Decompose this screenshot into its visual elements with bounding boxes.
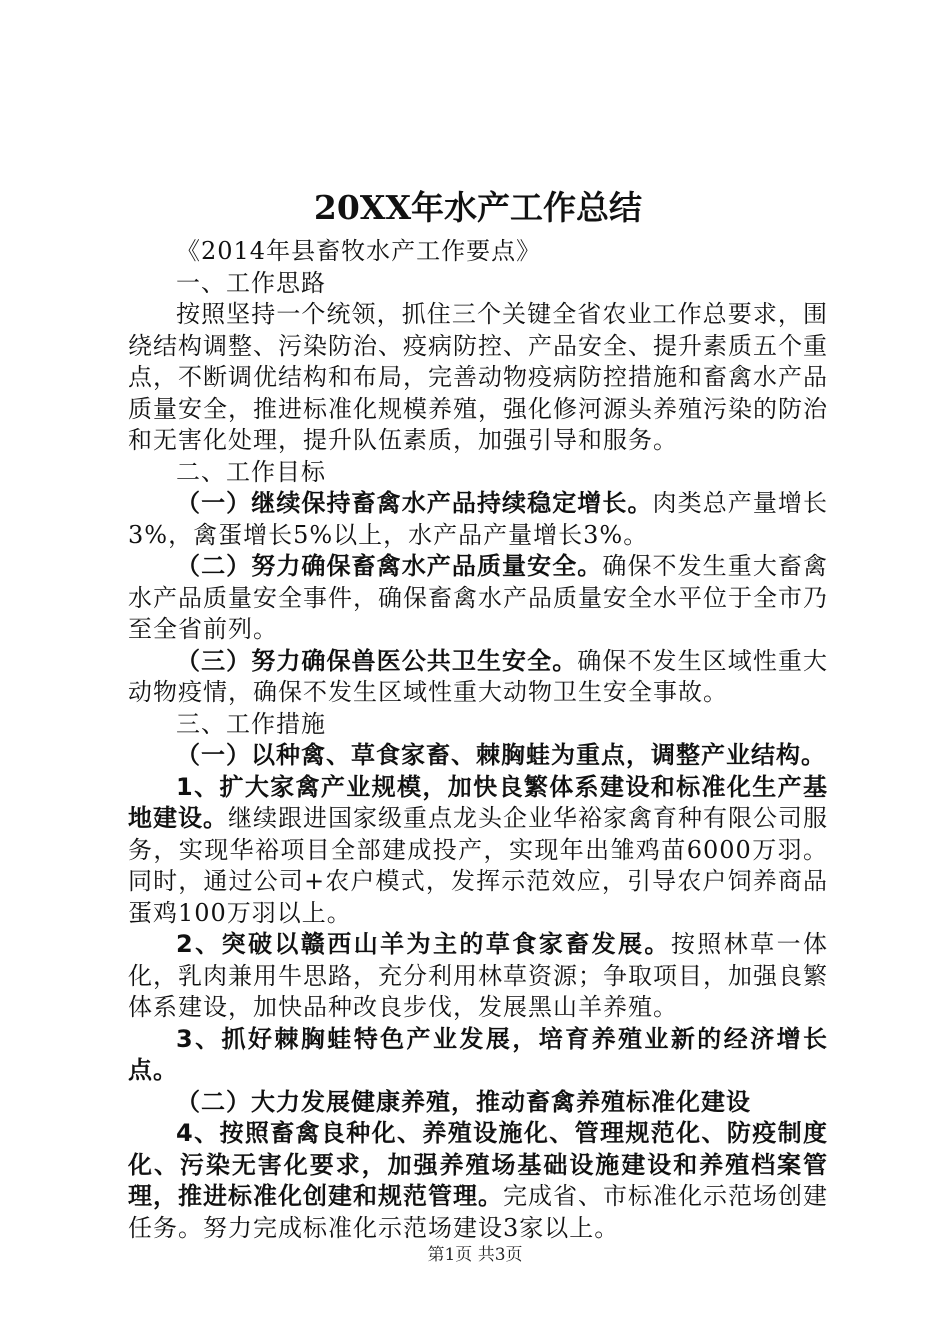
goal-paragraph-1 (128, 488, 828, 551)
measure-item-2-body: 按照林草一体化，乳肉兼用牛思路，充分利用林草资源；争取项目，加强良繁体系建设，加快品种改良步伐，发展黑山羊养殖。 (128, 930, 829, 1021)
goal-lead-3: （三）努力确保兽医公共卫生安全。 (176, 646, 578, 675)
measure-item-4-body: 完成省、市标准化示范场创建任务。努力完成标准化示范场建设3家以上。 (128, 1182, 828, 1242)
measure-heading-2: （二）大力发展健康养殖，推动畜禽养殖标准化建设 (176, 1087, 751, 1116)
goal-body-1: 肉类总产量增长3%，禽蛋增长5%以上，水产品产量增长3%。 (128, 489, 829, 549)
section-heading-ideas: 一、工作思路 (176, 268, 326, 297)
page-footer: 第1页 共3页 (427, 1245, 523, 1265)
goal-lead-2: （二）努力确保畜禽水产品质量安全。 (176, 552, 603, 580)
section-heading-goals: 二、工作目标 (176, 457, 326, 486)
section-body-ideas: 按照坚持一个统领，抓住三个关键全省农业工作总要求，围绕结构调整、污染防治、疫病防控、产品安全、提升素质五个重点，不断调优结构和布局，完善动物疫病防控措施和畜禽水产品质量安全，推进标准化规模养殖，强化修河源头养殖污染的防治和无害化处理，提升队伍素质，加强引导和服务。 (128, 300, 828, 454)
document-title: 20XX年水产工作总结 (313, 188, 643, 227)
measure-item-1 (128, 772, 828, 930)
goal-paragraph-3 (128, 646, 828, 709)
measure-item-3 (128, 1024, 828, 1087)
measure-item-3-lead: 3、抓好棘胸蛙特色产业发展，培育养殖业新的经济增长点。 (128, 1024, 828, 1084)
measure-heading-1: （一）以种禽、草食家畜、棘胸蛙为重点，调整产业结构。 (176, 741, 826, 769)
measure-item-1-lead: 1、扩大家禽产业规模，加快良繁体系建设和标准化生产基地建设。 (128, 772, 828, 832)
document-subtitle: 《2014年县畜牧水产工作要点》 (176, 237, 542, 265)
measure-item-1-body: 继续跟进国家级重点龙头企业华裕家禽育种有限公司服务，实现华裕项目全部建成投产，实现年出雏鸡苗6000万羽。同时，通过公司+农户模式，发挥示范效应，引导农户饲养商品蛋鸡100万羽以上。 (128, 804, 828, 927)
measure-item-4-lead: 4、按照畜禽良种化、养殖设施化、管理规范化、防疫制度化、污染无害化要求，加强养殖场基础设施建设和养殖档案管理，推进标准化创建和规范管理。 (128, 1119, 828, 1210)
goal-body-2: 确保不发生重大畜禽水产品质量安全事件，确保畜禽水产品质量安全水平位于全市乃至全省前列。 (128, 552, 828, 643)
measure-item-2-lead: 2、突破以赣西山羊为主的草食家畜发展。 (176, 930, 671, 958)
section-heading-measures: 三、工作措施 (176, 709, 326, 738)
goal-lead-1: （一）继续保持畜禽水产品持续稳定增长。 (176, 489, 653, 517)
document-page (128, 180, 828, 1244)
measure-item-2 (128, 929, 828, 1024)
measure-item-4 (128, 1118, 828, 1244)
goal-body-3: 确保不发生区域性重大动物疫情，确保不发生区域性重大动物卫生安全事故。 (128, 646, 829, 706)
goal-paragraph-2 (128, 551, 828, 646)
